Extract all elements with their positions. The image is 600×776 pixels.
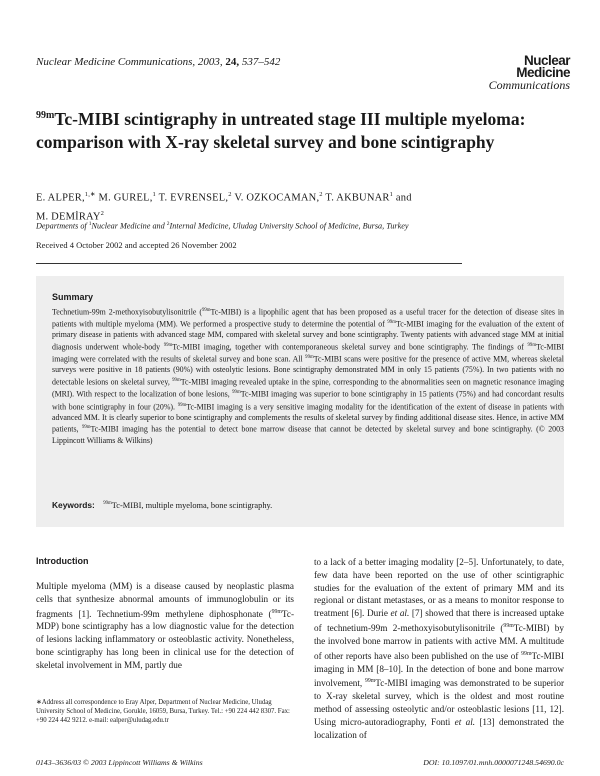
summary-sup: 99m — [387, 320, 396, 326]
author-2-sup: 1 — [152, 191, 156, 198]
summary-seg-2: Tc-MIBI) is a lipophilic agent that has been proposed as a useful tracer for the detection of disease sites in patients with multiple myeloma (MM). We performed a prospective study to determine the potential of — [52, 307, 564, 329]
author-2: M. GUREL, — [98, 192, 153, 204]
author-3: T. EVRENSEL, — [158, 192, 229, 204]
author-1: E. ALPER, — [36, 192, 85, 204]
footer-doi: DOI: 10.1097/01.mnh.0000071248.54690.0c — [423, 758, 564, 767]
intro-left-column — [36, 580, 294, 672]
summary-seg-5: Tc-MIBI imaging were correlated with the results of skeletal survey and bone scan. All — [52, 342, 564, 364]
summary-seg-10: Tc-MIBI imaging has the potential to detect bone marrow disease that cannot be detected by skeletal survey and bone scintigraphy. (© 2003 Lippincott Williams & Wilkins) — [52, 424, 564, 445]
title-isotope-sup: 99m — [36, 110, 55, 121]
page-footer — [36, 758, 564, 767]
affiliation-part-2: Nuclear Medicine and — [91, 221, 167, 231]
intro-right-seg-5: Tc-MIBI imaging was demonstrated to be superior to X-ray skeletal survey, which is the oldest and most routine method of assessing osteolytic and/or osteoblastic lesions [11, 12]. Using micro-autoradiography, Fonti — [314, 678, 565, 727]
author-1-sup: 1, — [84, 191, 91, 198]
summary-seg-8: Tc-MIBI imaging was superior to bone scintigraphy in 15 patients (75%) and had concordant results with bone scintigraphy in four (20%). — [52, 389, 564, 412]
title-text: Tc-MIBI scintigraphy in untreated stage III multiple myeloma: comparison with X-ray skeletal survey and bone scintigraphy — [36, 108, 526, 152]
summary-seg-6: Tc-MIBI scans were positive for the presence of active MM, whereas skeletal surveys were positive in 18 patients (90%) with osteolytic lesions. Bone scintigraphy demonstrated MM in only 15 patients (75%). In two patients with no detectable lesions on skeletal survey, — [52, 354, 564, 387]
author-1-corresponding-mark: ∗ — [90, 191, 96, 198]
keywords — [52, 500, 562, 510]
intro-left-seg-2: Tc-MDP) bone scintigraphy has a low diagnostic value for the detection of lesions lacking inflammatory or osteoblastic activity. Nonetheless, bone scintigraphy has long been in clinical use for the detection of skeletal involvement in MM, partly due — [36, 608, 294, 670]
intro-right-seg-6: [13] demonstrated the localization of — [314, 716, 565, 740]
introduction-heading: Introduction — [36, 556, 89, 566]
author-and: and — [395, 192, 412, 204]
affiliation-sup-1: 1 — [88, 221, 92, 227]
affiliation-part-3: Internal Medicine, Uludag University School of Medicine, Bursa, Turkey — [169, 221, 409, 231]
journal-name: Nuclear Medicine Communications — [36, 56, 193, 68]
author-list — [36, 187, 556, 224]
summary-seg-4: Tc-MIBI imaging, together with contemporaneous skeletal survey and bone scintigraphy. The findings of — [172, 342, 528, 352]
summary-sup: 99m — [527, 343, 537, 349]
journal-year: 2003, — [197, 56, 223, 68]
summary-sup: 99m — [232, 390, 241, 396]
intro-right-sup-2: 99m — [521, 650, 532, 657]
summary-text — [52, 306, 564, 446]
intro-right-seg-1: to a lack of a better imaging modality [2–5]. Unfortunately, to date, few data have been reported on the use of other scintigraphic studies for the evaluation of the extent of primary MM and its regional or distant metastases, or as a means to monitor response to treatment [6]. Durie — [314, 557, 564, 619]
summary-seg-7: Tc-MIBI imaging revealed uptake in the spine, corresponding to the abnormalities seen on magnetic resonance imaging (MRI). With respect to the localization of bone lesions, — [52, 377, 565, 399]
keywords-sup: 99m — [103, 501, 112, 507]
summary-sup: 99m — [305, 355, 314, 361]
logo-line-2: Medicine — [516, 65, 570, 81]
intro-right-sup-1: 99m — [503, 622, 514, 629]
author-4: V. OZKOCAMAN, — [234, 192, 320, 204]
summary-sup: 99m — [172, 378, 181, 384]
author-3-sup: 2 — [228, 191, 232, 198]
intro-right-seg-3: Tc-MIBI) by the involved bone marrow in patients with active MM. A multitude of other reports have also been published on the use of — [314, 623, 564, 661]
intro-right-etal-1: et al. — [390, 608, 410, 619]
intro-left-seg-1: Multiple myeloma (MM) is a disease caused by neoplastic plasma cells that synthesize abnormal amounts of immunoglobulin or its fragments [1]. Technetium-99m methylene diphosphonate ( — [36, 581, 294, 619]
received-date: Received 4 October 2002 and accepted 26 November 2002 — [36, 240, 237, 250]
correspondence-footnote: ∗Address all correspondence to Eray Alper, Department of Nuclear Medicine, Uludag University School of Medicine, Gorukle, 16059, Bursa, Turkey. Tel.: +90 224 442 8307. Fax: +90 224 442 9212. e-mail: ealper@uludag.edu.tr — [36, 699, 290, 724]
summary-seg-3: Tc-MIBI imaging for the evaluation of the extent of primary disease in patients with advanced stage MM, compared with skeletal survey and bone scintigraphy. Twenty patients with advanced stage MM at initial diagnosis underwent whole-body — [52, 319, 564, 352]
journal-pages: 537–542 — [241, 56, 281, 68]
footer-copyright: 0143–3636/03 © 2003 Lippincott Williams & Wilkins — [36, 758, 203, 767]
logo-line-1: Nuclear — [523, 53, 570, 68]
article-title — [36, 104, 556, 154]
intro-right-etal-2: et al. — [454, 716, 476, 727]
author-6-sup: 2 — [100, 209, 105, 217]
summary-seg-1: Technetium-99m 2-methoxyisobutylisonitrile ( — [52, 307, 202, 317]
intro-right-column — [314, 556, 564, 741]
intro-left-sup: 99m — [271, 608, 282, 615]
intro-right-seg-2: [7] showed that there is increased uptake of technetium-99m 2-methoxyisobutylisonitrile ( — [314, 608, 564, 634]
intro-right-seg-4: Tc-MIBI imaging in MM [8–10]. In the detection of bone and bone marrow involvement, — [314, 650, 564, 689]
summary-sup: 99m — [201, 308, 211, 313]
author-6: M. DEMİRAY — [36, 211, 101, 222]
author-5-sup: 1 — [389, 191, 394, 198]
keywords-label: Keywords: — [52, 500, 95, 510]
journal-citation: Nuclear Medicine Communications, 2003, 24, 537–542 — [36, 56, 281, 68]
author-4-sup: 2 — [319, 191, 323, 198]
affiliation-sup-2: 2 — [166, 221, 170, 227]
summary-sup: 99m — [163, 343, 173, 349]
affiliation — [36, 221, 566, 231]
journal-logo — [489, 55, 570, 91]
journal-volume: 24, — [225, 56, 240, 68]
summary-heading: Summary — [52, 292, 94, 302]
header-divider — [36, 263, 462, 264]
keywords-text: Tc-MIBI, multiple myeloma, bone scintigraphy. — [111, 501, 273, 510]
logo-line-3: Communications — [488, 77, 570, 92]
intro-right-sup-3: 99m — [364, 678, 376, 685]
author-5: T. AKBUNAR — [325, 192, 390, 204]
affiliation-part-1: Departments of — [36, 221, 89, 231]
summary-seg-9: Tc-MIBI imaging is a very sensitive imaging modality for the identification of the extent of disease in patients with advanced MM. It is clearly superior to bone scintigraphy and complements the results of skeletal survey by finding additional disease sites. Hence, in active MM patients, — [52, 402, 564, 434]
summary-sup: 99m — [82, 425, 91, 431]
summary-sup: 99m — [177, 402, 187, 408]
